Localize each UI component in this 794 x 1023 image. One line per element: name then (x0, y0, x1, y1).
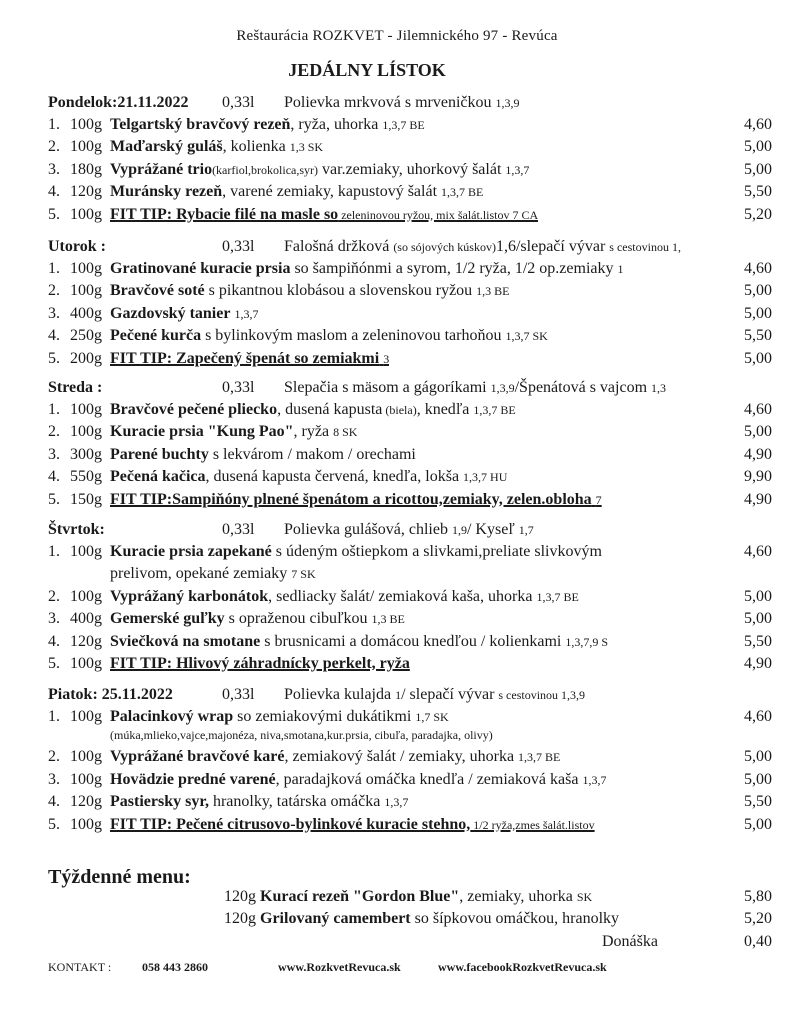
item-name: Gratinované kuracie prsia (110, 260, 291, 277)
item-price: 4,60 (744, 260, 772, 277)
item-price: 4,60 (744, 708, 772, 725)
item-price: 4,60 (744, 116, 772, 133)
item-weight: 120g (70, 632, 102, 650)
item-number: 3. (48, 160, 60, 178)
item-number: 5. (48, 655, 60, 672)
menu-item (48, 161, 784, 183)
allergens: 1,3,7 BE (441, 185, 484, 200)
allergens: 1,3,9 (495, 96, 520, 110)
item-price: 5,00 (744, 748, 772, 766)
soup-name (284, 521, 534, 539)
item-side: , ryža, uhorka (290, 116, 379, 133)
menu-item (48, 793, 784, 815)
soup-text: Polievka mrkvová s mrveničkou (284, 94, 492, 111)
item-description (110, 423, 357, 441)
weekly-menu-title: Týždenné menu: (48, 866, 191, 888)
menu-item (48, 206, 784, 228)
allergens: 1,9 (451, 523, 467, 537)
item-name: Telgartský bravčový rezeň (110, 116, 291, 133)
menu-item (48, 816, 784, 838)
allergens: 1,3 SK (289, 140, 324, 155)
allergens: 7 (595, 492, 602, 507)
soup-note: (so sójových kúskov) (393, 240, 496, 254)
menu-item (48, 748, 784, 770)
item-number: 4. (48, 183, 60, 201)
soup-name (284, 94, 520, 112)
item-description (110, 748, 560, 766)
item-weight: 100g (70, 260, 102, 277)
allergens: 1,3 (651, 381, 667, 395)
allergens: 1,3,7 HU (463, 470, 508, 485)
menu-item (48, 116, 784, 138)
item-price: 5,50 (744, 793, 772, 811)
item-number: 3. (48, 445, 60, 463)
soup-text: Polievka gulášová, chlieb (284, 521, 448, 538)
allergens: 1,3,7 SK (505, 329, 548, 344)
item-number: 4. (48, 327, 60, 345)
item-side: , kolienka (222, 138, 286, 156)
allergens: 1,3,7 BE (536, 589, 579, 604)
menu-item (48, 655, 784, 677)
item-price: 5,00 (744, 160, 772, 178)
item-side: , zemiakový šalát / zemiaky, uhorka (284, 748, 515, 766)
item-name: Pastiersky syr, (110, 793, 209, 811)
item-weight: 100g (70, 205, 102, 223)
item-weight: 550g (70, 468, 102, 486)
soup-volume: 0,33l (222, 94, 255, 111)
allergens: 1,3,7 BE (382, 118, 425, 132)
allergens: 8 SK (333, 425, 358, 440)
item-weight: 180g (70, 160, 102, 178)
item-name: Hovädzie predné varené (110, 770, 276, 788)
soup-name (284, 686, 585, 704)
contact-label: KONTAKT : (48, 960, 112, 974)
item-weight: 100g (70, 423, 102, 441)
soup-text: Slepačia s mäsom a gágoríkami (284, 379, 487, 396)
item-weight: 300g (70, 445, 102, 463)
item-note: (biela) (382, 403, 417, 417)
item-price: 5,50 (744, 327, 772, 345)
weekly-item: 120g Kurací rezeň "Gordon Blue", zemiaky, uhorka SK 5,80 (224, 888, 772, 905)
item-number: 5. (48, 490, 60, 508)
item-number: 2. (48, 138, 60, 156)
item-number: 4. (48, 468, 60, 486)
item-number: 2. (48, 282, 60, 300)
item-description (110, 183, 483, 201)
allergens: s cestovinou 1, (609, 240, 681, 254)
menu-item (48, 350, 784, 372)
item-price: 5,00 (744, 282, 772, 300)
item-number: 1. (48, 260, 60, 277)
item-name: FIT TIP:Sampiňóny plnené špenátom a ricottou,zemiaky, zelen.obloha (110, 490, 592, 508)
item-name: Pečené kurča (110, 327, 202, 345)
item-name: Pečená kačica (110, 468, 206, 486)
weekly-price: 5,80 (744, 888, 772, 905)
item-ingredients: (múka,mlieko,vajce,majonéza, niva,smotana,kur.prsia, cibuľa, paradajka, olivy) (110, 728, 493, 743)
item-price: 9,90 (744, 468, 772, 486)
item-description (110, 468, 507, 486)
item-number: 3. (48, 770, 60, 788)
item-weight: 100g (70, 655, 102, 672)
soup-volume: 0,33l (222, 238, 255, 255)
item-side: hranolky, tatárska omáčka (208, 793, 381, 811)
item-description (110, 161, 529, 179)
website-link[interactable]: www.RozkvetRevuca.sk (278, 960, 401, 974)
delivery-label: Donáška (602, 933, 658, 950)
item-name: FIT TIP: Rybacie filé na masle so (110, 205, 339, 223)
item-price: 5,00 (744, 587, 772, 605)
allergens: 1 (395, 688, 402, 702)
item-side: zeleninovou ryžou, mix šalát.listov 7 CA (338, 207, 539, 222)
soup-name (284, 238, 681, 256)
item-description (110, 588, 579, 606)
restaurant-header: Reštaurácia ROZKVET - Jilemnického 97 - Revúca (236, 28, 558, 44)
item-description (110, 708, 449, 726)
soup-alt: / Kyseľ (466, 521, 515, 538)
item-weight: 100g (70, 770, 102, 788)
item-name: FIT TIP: Zapečený špenát so zemiakmi (110, 349, 380, 367)
item-description (110, 282, 510, 300)
item-side: , dusená kapusta červená, knedľa, lokša (205, 468, 460, 486)
allergens: 1,3,7 (234, 306, 259, 321)
item-description (110, 633, 608, 651)
item-side: , paradajková omáčka knedľa / zemiaková kaša (275, 770, 579, 788)
delivery-row (224, 933, 784, 955)
item-side: var.zemiaky, uhorkový šalát (318, 160, 502, 178)
item-name: Sviečková na smotane (110, 632, 261, 650)
soup-volume: 0,33l (222, 521, 255, 538)
item-side: s pikantnou klobásou a slovenskou ryžou (204, 282, 473, 300)
allergens: 1,3,7 (582, 772, 607, 787)
day-name: Štvrtok: (48, 521, 105, 538)
item-description (110, 116, 425, 134)
item-price: 5,00 (744, 815, 772, 833)
item-weight: 100g (70, 401, 102, 418)
item-weight: 200g (70, 349, 102, 367)
item-side: s údeným oštiepkom a slivkami,preliate slivkovým (271, 543, 602, 560)
day-header (48, 686, 778, 708)
item-weight: 100g (70, 587, 102, 605)
item-number: 1. (48, 543, 60, 560)
menu-item (48, 588, 784, 610)
item-name: Kuracie prsia "Kung Pao" (110, 423, 294, 441)
item-weight: 100g (70, 116, 102, 133)
weekly-item: 120g Grilovaný camembert so šípkovou omáčkou, hranolky 5,20 (224, 910, 772, 927)
item-side2: , knedľa (416, 401, 470, 418)
item-price: 4,60 (744, 401, 772, 418)
allergens: 1,3 BE (476, 284, 510, 299)
allergens: 1,3,7,9 S (565, 634, 609, 649)
day-name: Utorok : (48, 238, 106, 255)
allergens: 1,7 (518, 523, 534, 537)
allergens: 1,3,7 BE (518, 750, 561, 765)
item-name: Bravčové soté (110, 282, 205, 300)
item-side: , sedliacky šalát/ zemiaková kaša, uhorka (268, 587, 533, 605)
item-side: , dusená kapusta (277, 401, 383, 418)
item-price: 4,90 (744, 655, 772, 672)
day-header (48, 94, 778, 116)
item-price: 4,90 (744, 445, 772, 463)
item-weight: 400g (70, 610, 102, 628)
facebook-link[interactable]: www.facebookRozkvetRevuca.sk (438, 960, 607, 974)
allergens: 1,3,9 (490, 381, 515, 395)
allergens: s cestovinou 1,3,9 (498, 688, 586, 702)
item-description (110, 305, 258, 323)
item-weight: 150g (70, 490, 102, 508)
item-description (110, 771, 606, 789)
menu-item (48, 401, 784, 423)
item-name: Bravčové pečené pliecko (110, 401, 278, 418)
item-number: 5. (48, 815, 60, 833)
item-number: 2. (48, 748, 60, 766)
allergens: 1,3,7 (384, 795, 409, 810)
soup-alt: /Špenátová s vajcom (514, 379, 648, 396)
item-name: FIT TIP: Hlivový záhradnícky perkelt, ryža (110, 655, 410, 672)
day-header (48, 521, 778, 543)
menu-item (48, 633, 784, 655)
menu-item (48, 282, 784, 304)
item-name: Gemerské guľky (110, 610, 225, 628)
soup-text: Polievka kulajda (284, 686, 392, 703)
item-price: 5,00 (744, 304, 772, 322)
item-side: so zemiakovými dukátikmi (233, 708, 412, 725)
allergens: 1 (617, 262, 624, 276)
day-name: Pondelok:21.11.2022 (48, 94, 189, 111)
item-name: Kuracie prsia zapekané (110, 543, 272, 560)
item-description (110, 793, 408, 811)
item-description (110, 350, 389, 368)
menu-item (48, 327, 784, 349)
menu-item (48, 491, 784, 513)
item-price: 5,50 (744, 632, 772, 650)
phone-number[interactable]: 058 443 2860 (142, 960, 208, 974)
item-side: 1/2 ryža,zmes šalát.listov (470, 817, 595, 832)
item-price: 5,00 (744, 610, 772, 628)
allergens: 1,3 BE (371, 612, 405, 627)
item-number: 2. (48, 423, 60, 441)
soup-alt: 1,6/slepačí vývar (495, 238, 606, 255)
item-description (110, 401, 516, 419)
item-number: 4. (48, 632, 60, 650)
item-price: 5,00 (744, 423, 772, 441)
item-description (110, 655, 410, 673)
weekly-price: 5,20 (744, 910, 772, 927)
item-price: 4,90 (744, 490, 772, 508)
day-header (48, 238, 778, 260)
day-header (48, 379, 778, 401)
item-side: , varené zemiaky, kapustový šalát (222, 183, 438, 201)
item-price: 5,00 (744, 349, 772, 367)
soup-name (284, 379, 666, 397)
item-price: 5,00 (744, 770, 772, 788)
item-name: Maďarský guláš (110, 138, 223, 156)
menu-item (48, 260, 784, 282)
item-name: Gazdovský tanier (110, 304, 231, 322)
menu-item (48, 708, 784, 730)
item-description (110, 446, 416, 464)
item-number: 3. (48, 304, 60, 322)
item-weight: 100g (70, 708, 102, 725)
item-weight: 400g (70, 304, 102, 322)
soup-volume: 0,33l (222, 686, 255, 703)
item-number: 1. (48, 116, 60, 133)
item-name: Vyprážané trio (110, 160, 213, 178)
item-name: Vyprážané bravčové karé (110, 748, 285, 766)
item-side: so šampiňónmi a syrom, 1/2 ryža, 1/2 op.zemiaky (290, 260, 614, 277)
item-number: 1. (48, 708, 60, 725)
item-weight: 250g (70, 327, 102, 345)
allergens: 1,3,7 BE (473, 403, 516, 417)
item-number: 5. (48, 349, 60, 367)
menu-item (48, 543, 784, 565)
soup-alt: / slepačí vývar (401, 686, 495, 703)
item-name: Palacinkový wrap (110, 708, 234, 725)
item-number: 2. (48, 587, 60, 605)
item-note: (karfiol,brokolica,syr) (212, 162, 319, 177)
day-name: Piatok: 25.11.2022 (48, 686, 173, 703)
item-name: FIT TIP: Pečené citrusovo-bylinkové kuracie stehno, (110, 815, 471, 833)
menu-item (48, 771, 784, 793)
menu-item (48, 423, 784, 445)
menu-item (48, 138, 784, 160)
item-price: 5,00 (744, 138, 772, 156)
allergens: 7 SK (291, 567, 316, 582)
item-number: 5. (48, 205, 60, 223)
item-side: s bylinkovým maslom a zeleninovou tarhoňou (201, 327, 502, 345)
item-weight: 120g (70, 793, 102, 811)
item-side: s brusnicami a domácou knedľou / kolienkami (260, 632, 562, 650)
item-weight: 120g (70, 183, 102, 201)
item-continuation (110, 565, 316, 583)
item-description (110, 491, 602, 509)
menu-item (48, 305, 784, 327)
allergens: 1,7 SK (415, 710, 449, 724)
item-name: Muránsky rezeň (110, 183, 223, 201)
allergens: 1,3,7 (505, 162, 530, 177)
item-side: , ryža (293, 423, 330, 441)
item-number: 1. (48, 401, 60, 418)
item-weight: 100g (70, 282, 102, 300)
menu-item (48, 183, 784, 205)
item-weight: 100g (70, 543, 102, 560)
item-side: prelivom, opekané zemiaky (110, 565, 288, 583)
day-name: Streda : (48, 379, 103, 396)
item-description (110, 610, 405, 628)
item-price: 5,20 (744, 205, 772, 223)
menu-item (48, 468, 784, 490)
item-number: 3. (48, 610, 60, 628)
item-side: s opraženou cibuľkou (224, 610, 368, 628)
delivery-price: 0,40 (744, 933, 772, 950)
soup-volume: 0,33l (222, 379, 255, 396)
item-weight: 100g (70, 138, 102, 156)
item-number: 4. (48, 793, 60, 811)
item-description (110, 206, 538, 224)
item-name: Parené buchty (110, 445, 209, 463)
item-side: s lekvárom / makom / orechami (208, 445, 416, 463)
item-description (110, 543, 602, 561)
soup-text: Falošná držková (284, 238, 390, 255)
item-name: Vyprážaný karbonátok (110, 587, 269, 605)
item-weight: 100g (70, 815, 102, 833)
item-weight: 100g (70, 748, 102, 766)
menu-title: JEDÁLNY LÍSTOK (288, 60, 446, 80)
allergens: 3 (383, 351, 390, 366)
item-price: 4,60 (744, 543, 772, 560)
item-description (110, 327, 548, 345)
item-price: 5,50 (744, 183, 772, 201)
item-description (110, 260, 624, 278)
menu-item (48, 610, 784, 632)
item-description (110, 816, 595, 834)
item-description (110, 138, 323, 156)
menu-item (48, 446, 784, 468)
